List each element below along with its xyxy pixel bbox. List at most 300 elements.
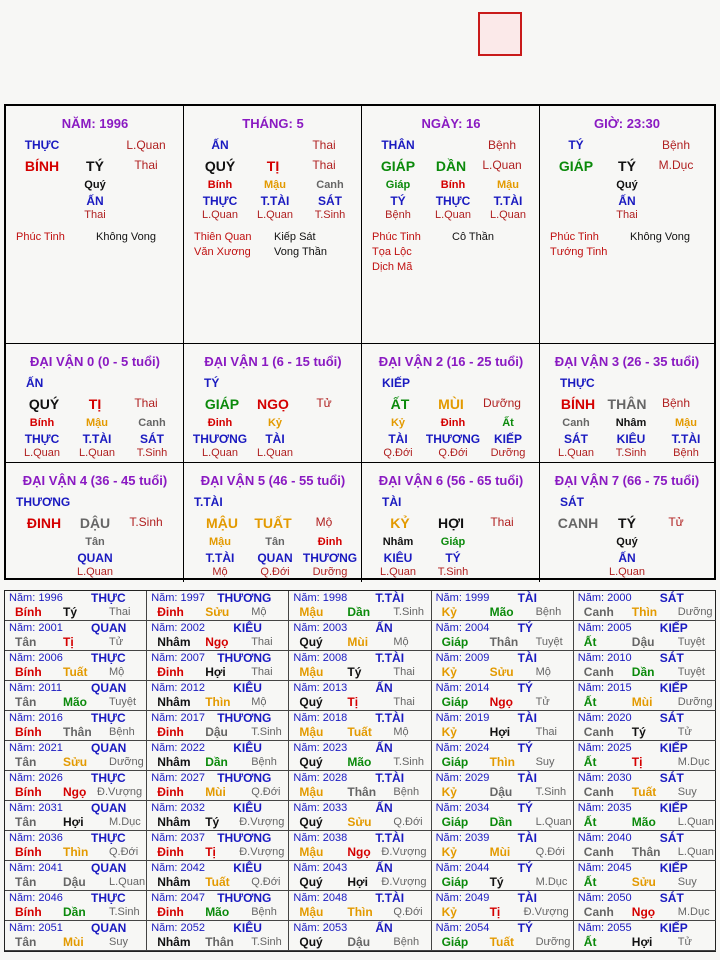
hidden-god: THỰC [202,194,238,208]
year-god: KIÊU [233,921,262,935]
pillar-top-left: ẤN [211,138,229,152]
hidden-god: ẤN [86,194,104,208]
year-branch: Tuất [347,725,372,739]
pillar-state: Thai [134,158,158,172]
year-branch: Tị [205,845,216,859]
year-label: Năm: 2017 [151,712,205,724]
year-stem: Bính [15,665,42,679]
year-label: Năm: 2030 [577,772,632,784]
year-cell [574,741,716,771]
dai-van-title: ĐẠI VẬN 6 (56 - 65 tuổi) [378,473,524,488]
dai-van-god: T.TÀI [194,495,223,509]
year-branch: Thân [631,845,661,859]
year-stem: Tân [15,755,37,769]
year-cell [147,711,289,741]
year-state: Bệnh [109,726,135,738]
star-left: Thiên Quan [194,231,252,243]
year-god: KIÊU [233,801,262,815]
year-state: Dưỡng [109,756,144,768]
year-branch: Mão [63,695,87,709]
year-god: QUAN [91,741,127,755]
year-branch: Dậu [631,635,655,649]
year-stem: Mậu [299,845,324,859]
year-label: Năm: 2005 [577,622,632,634]
year-branch: Mão [347,755,372,769]
hidden-god: TÝ [390,194,406,208]
year-god: ẤN [375,621,393,635]
hidden-state: Thai [616,209,638,221]
year-god: THƯƠNG [217,651,272,665]
year-stem: Mậu [299,905,324,919]
hidden-state: Thai [84,209,106,221]
year-cell [289,741,431,771]
hidden-state: Q.Đới [260,566,290,578]
year-stem: Mậu [299,725,324,739]
hidden-stem: Canh [316,179,344,191]
year-branch: Hợi [347,875,368,889]
year-god: T.TÀI [375,891,405,905]
year-cell [432,921,574,951]
hidden-state: T.Sinh [314,209,346,221]
year-label: Năm: 2049 [435,892,490,904]
year-branch: Mão [489,605,514,619]
year-label: Năm: 2008 [293,652,348,664]
year-label: Năm: 2019 [435,712,490,724]
dai-van-cell [362,463,540,582]
dai-van-cell [6,344,184,463]
year-cell [432,621,574,651]
year-branch: Tý [63,605,78,619]
year-stem: Kỷ [441,785,457,799]
pillar-top-right: Bệnh [661,138,691,152]
year-state: Đ.Vượng [97,786,143,798]
year-label: Năm: 2043 [293,862,348,874]
year-label: Năm: 2035 [577,802,632,814]
year-branch: Tý [347,665,362,679]
hidden-state: L.Quan [201,447,239,459]
year-state: Thai [393,666,415,678]
dai-van-state: Bệnh [661,396,691,410]
year-label: Năm: 2000 [577,592,632,604]
year-state: Q.Đới [393,816,423,828]
year-cell [289,711,431,741]
pillar-cell [184,106,362,344]
dai-van-god: KIẾP [382,376,411,390]
year-cell [5,741,147,771]
year-god: ẤN [375,681,393,695]
dai-van-chi: TỊ [88,396,102,412]
year-label: Năm: 2012 [151,682,205,694]
year-god: QUAN [91,861,127,875]
year-god: TÀI [517,651,537,665]
year-branch: Ngọ [347,845,371,859]
year-stem: Canh [583,605,614,619]
hidden-state: L.Quan [557,447,595,459]
year-cell [147,801,289,831]
hidden-state: Q.Đới [383,447,413,459]
year-stem: Bính [15,605,42,619]
year-god: QUAN [91,921,127,935]
hidden-god: T.TÀI [82,432,112,446]
hidden-state: Q.Đới [438,447,468,459]
year-state: Thai [251,636,273,648]
year-branch: Thìn [205,695,231,709]
year-god: TÀI [517,891,537,905]
year-branch: Thân [63,725,92,739]
year-label: Năm: 2028 [293,772,348,784]
year-stem: Nhâm [157,875,191,889]
year-stem: Kỷ [441,605,457,619]
year-branch: Dậu [489,785,513,799]
year-cell [5,591,147,621]
year-god: TÝ [517,681,533,695]
year-cell [574,711,716,741]
pillar-top-left: THỰC [24,138,60,152]
year-branch: Ngọ [63,785,87,799]
dai-van-chi: THÂN [607,396,647,412]
year-branch: Hợi [205,665,226,679]
year-label: Năm: 2021 [9,742,63,754]
dai-van-title: ĐẠI VẬN 3 (26 - 35 tuổi) [554,354,700,369]
year-god: THỰC [91,831,126,845]
star-left: Tọa Lộc [372,246,412,258]
year-state: Đ.Vượng [523,906,569,918]
year-state: Tử [109,636,124,648]
year-stem: Quý [299,815,323,829]
year-stem: Đinh [157,905,184,919]
year-cell [289,591,431,621]
year-cell [147,831,289,861]
year-god: TÀI [517,831,537,845]
year-state: Đ.Vượng [239,846,285,858]
year-state: Đ.Vượng [381,876,427,888]
year-cell [574,891,716,921]
year-branch: Dần [631,665,655,679]
dai-van-state: Thai [490,515,514,529]
hidden-god: QUAN [257,551,293,565]
year-god: TÝ [517,621,533,635]
year-god: THỰC [91,711,126,725]
hidden-stem: Tân [265,536,285,548]
star-right: Kiếp Sát [274,231,316,243]
year-label: Năm: 1996 [9,592,63,604]
year-state: Mộ [109,666,125,678]
year-cell [5,921,147,951]
year-branch: Dậu [63,875,86,889]
year-god: THƯƠNG [217,591,272,605]
year-stem: Đinh [157,605,184,619]
year-god: ẤN [375,741,393,755]
year-cell [574,621,716,651]
year-stem: Ất [583,755,597,769]
year-label: Năm: 2027 [151,772,205,784]
star-left: Phúc Tinh [550,231,599,243]
hidden-state: L.Quan [256,447,294,459]
year-god: KIẾP [659,741,688,755]
hidden-state: L.Quan [256,209,294,221]
year-god: SÁT [659,651,684,665]
year-state: Q.Đới [109,846,139,858]
dai-van-cell [184,344,362,463]
year-label: Năm: 2015 [577,682,632,694]
hidden-stem: Mậu [497,179,519,191]
hidden-state: L.Quan [78,447,116,459]
year-stem: Tân [15,635,37,649]
year-label: Năm: 2052 [151,922,205,934]
year-stem: Giáp [441,755,469,769]
year-god: KIÊU [233,741,262,755]
dai-van-chi: NGỌ [257,396,289,412]
year-cell [147,591,289,621]
year-stem: Mậu [299,605,324,619]
year-state: Bệnh [393,786,420,798]
year-cell [289,771,431,801]
year-state: Tuyệt [535,636,563,648]
pillar-chi: TỊ [266,158,280,174]
year-label: Năm: 2040 [577,832,632,844]
hidden-stem: Giáp [385,179,411,191]
year-god: THƯƠNG [217,891,272,905]
year-cell [5,771,147,801]
year-label: Năm: 2025 [577,742,632,754]
year-cell [289,621,431,651]
year-branch: Mùi [347,635,369,649]
year-branch: Thìn [489,755,515,769]
year-stem: Mậu [299,785,324,799]
year-branch: Thìn [63,845,89,859]
year-cell [574,771,716,801]
year-branch: Tị [63,635,74,649]
hidden-god: THỰC [435,194,471,208]
year-stem: Giáp [441,875,469,889]
year-god: QUAN [91,681,127,695]
year-label: Năm: 2007 [151,652,205,664]
year-cell [289,891,431,921]
year-label: Năm: 2037 [151,832,205,844]
year-state: Đ.Vượng [239,816,285,828]
dai-van-cell [6,463,184,582]
year-label: Năm: 2031 [9,802,63,814]
year-state: Q.Đới [251,876,281,888]
year-cell [147,621,289,651]
dai-van-can: KỶ [390,515,410,531]
year-god: SÁT [659,591,684,605]
year-god: KIẾP [659,861,688,875]
dai-van-god: TÀI [382,495,402,509]
year-stem: Quý [299,695,323,709]
year-state: Bệnh [251,756,277,768]
dai-van-can: CANH [557,515,599,531]
pillar-can: GIÁP [558,158,594,174]
hidden-god: T.TÀI [205,551,235,565]
year-label: Năm: 2053 [293,922,348,934]
dai-van-state: Thai [134,396,158,410]
year-branch: Thân [205,935,234,949]
year-state: T.Sinh [251,726,282,738]
year-branch: Tị [631,755,643,769]
pillar-chi: TÝ [618,158,636,174]
year-god: KIẾP [659,921,688,935]
pillar-can: QUÝ [204,158,236,174]
year-state: Dưỡng [535,936,571,948]
year-state: Mộ [393,636,409,648]
hidden-state: T.Sinh [437,566,469,578]
year-label: Năm: 2024 [435,742,490,754]
year-state: T.Sinh [393,756,424,768]
hidden-god: TÀI [388,432,408,446]
pillar-top-right: Bệnh [487,138,517,152]
year-cell [432,651,574,681]
year-branch: Dậu [347,935,371,949]
year-god: THỰC [91,591,126,605]
year-stem: Giáp [441,815,469,829]
pillar-cell [6,106,184,344]
year-stem: Đinh [157,725,184,739]
year-stem: Canh [583,905,614,919]
year-cell [574,651,716,681]
year-stem: Ất [583,815,597,829]
year-branch: Tý [631,725,646,739]
year-label: Năm: 2026 [9,772,63,784]
hidden-stem: Bính [440,179,466,191]
dai-van-state: Dưỡng [483,396,521,410]
year-state: T.Sinh [393,606,424,618]
year-label: Năm: 2003 [293,622,348,634]
year-cell [432,711,574,741]
year-state: Mộ [251,606,267,618]
year-god: T.TÀI [375,591,405,605]
year-cell [574,681,716,711]
dai-van-chi: HỢI [438,515,464,531]
pillar-top-left: TÝ [568,138,584,152]
year-cell [289,831,431,861]
hidden-stem: Quý [616,536,638,548]
year-label: Năm: 2038 [293,832,348,844]
year-stem: Tân [15,815,37,829]
year-label: Năm: 2036 [9,832,63,844]
star-right: Vong Thần [274,246,328,258]
year-stem: Quý [299,755,323,769]
dai-van-title: ĐẠI VẬN 0 (0 - 5 tuổi) [29,354,160,369]
hidden-stem: Quý [84,179,106,191]
year-branch: Tuất [489,935,515,949]
year-branch: Thìn [347,905,373,919]
hidden-stem: Đinh [440,417,466,429]
year-stem: Mậu [299,665,324,679]
hidden-stem: Kỷ [267,417,283,429]
year-state: Tử [535,696,550,708]
hidden-god: T.TÀI [671,432,701,446]
year-cell [5,621,147,651]
pillar-title: GIỜ: 23:30 [593,116,660,131]
year-branch: Tý [489,875,504,889]
year-label: Năm: 2006 [9,652,63,664]
year-branch: Mùi [63,935,84,949]
year-stem: Nhâm [157,935,191,949]
year-cell [289,681,431,711]
year-branch: Tuất [63,665,88,679]
hidden-god: THƯƠNG [425,432,481,446]
hidden-stem: Ất [502,417,514,429]
year-state: L.Quan [109,876,146,888]
year-cell [432,591,574,621]
year-label: Năm: 2034 [435,802,490,814]
year-branch: Mùi [631,695,653,709]
year-label: Năm: 2046 [9,892,63,904]
hidden-stem: Quý [616,179,638,191]
hidden-god: THƯƠNG [192,432,248,446]
year-state: L.Quan [677,846,714,858]
year-stem: Tân [15,875,37,889]
year-state: Dưỡng [677,606,713,618]
year-branch: Ngọ [205,635,229,649]
year-god: T.TÀI [375,711,405,725]
year-cell [574,801,716,831]
year-label: Năm: 2039 [435,832,490,844]
year-label: Năm: 2051 [9,922,63,934]
year-god: THƯƠNG [217,711,272,725]
year-label: Năm: 2048 [293,892,348,904]
year-stem: Giáp [441,635,469,649]
pillar-can: BÍNH [24,158,60,174]
hidden-god: THỰC [24,432,60,446]
year-branch: Mùi [489,845,511,859]
year-god: SÁT [659,711,684,725]
year-label: Năm: 2009 [435,652,490,664]
dai-van-state: T.Sinh [129,515,163,529]
year-state: Mộ [535,666,551,678]
year-god: SÁT [659,831,684,845]
year-branch: Sửu [205,605,230,619]
year-stem: Canh [583,845,614,859]
hidden-stem: Giáp [440,536,466,548]
star-right: Không Vong [630,231,690,243]
year-state: Thai [109,606,131,618]
dai-van-can: ĐINH [26,515,62,531]
year-stem: Kỷ [441,905,457,919]
year-state: Dưỡng [677,696,713,708]
year-label: Năm: 2041 [9,862,63,874]
year-god: KIẾP [659,681,688,695]
year-god: ẤN [375,801,393,815]
year-branch: Tý [205,815,220,829]
year-stem: Tân [15,695,37,709]
hidden-stem: Tân [85,536,105,548]
hidden-stem: Đinh [207,417,233,429]
year-state: Bệnh [251,906,277,918]
year-stem: Ất [583,635,597,649]
year-cell [289,651,431,681]
year-branch: Mão [631,815,656,829]
hidden-stem: Mậu [675,417,697,429]
seal-stamp [478,12,522,56]
year-state: Suy [109,936,128,948]
hidden-stem: Mậu [86,417,108,429]
year-cell [147,861,289,891]
year-stem: Quý [299,875,323,889]
year-cell [147,771,289,801]
year-branch: Dần [347,605,371,619]
pillar-title: THÁNG: 5 [242,116,304,131]
year-god: TÝ [517,861,533,875]
year-cell [5,861,147,891]
year-state: Suy [535,756,555,768]
year-god: TÝ [517,741,533,755]
year-god: KIẾP [659,801,688,815]
year-label: Năm: 2020 [577,712,632,724]
year-state: T.Sinh [535,786,567,798]
star-left: Tướng Tinh [550,246,608,258]
